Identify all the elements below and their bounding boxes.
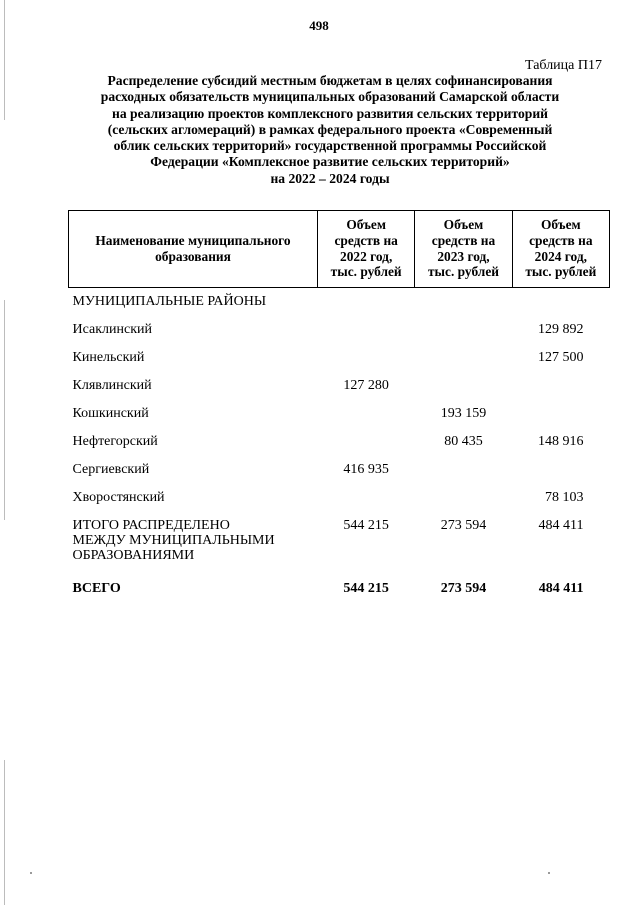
row-2024 [512, 372, 609, 400]
scan-edge-line [4, 760, 5, 905]
scan-edge-line [4, 300, 5, 520]
header-2024 [512, 211, 609, 288]
table-row [69, 456, 610, 484]
row-name: Кошкинский [72, 406, 149, 422]
scan-speck [30, 872, 32, 874]
row-2023: 193 159 [440, 406, 487, 422]
table-row [69, 428, 610, 456]
row-2022 [318, 344, 415, 372]
document-title [60, 73, 600, 187]
header-line: средств на [431, 232, 496, 248]
subtotal-name [69, 512, 318, 574]
header-municipality-name [69, 211, 318, 288]
row-2023 [415, 316, 512, 344]
row-2024: 129 892 [538, 322, 584, 338]
total-row [69, 574, 610, 604]
section-row [69, 288, 610, 317]
total-2023: 273 594 [440, 581, 487, 597]
total-name: ВСЕГО [72, 581, 121, 597]
subtotal-name-line: ОБРАЗОВАНИЯМИ [72, 548, 195, 564]
title-line: Федерации «Комплексное развитие сельских территорий» [150, 154, 510, 170]
title-line: расходных обязательств муниципальных образований Самарской области [100, 89, 560, 105]
row-2022 [318, 428, 415, 456]
table-row [69, 372, 610, 400]
header-line: Объем [443, 217, 484, 232]
subtotal-name-line: МЕЖДУ МУНИЦИПАЛЬНЫМИ [72, 533, 275, 549]
header-line: тыс. рублей [330, 264, 402, 280]
row-name: Исаклинский [72, 322, 152, 338]
row-2022 [318, 484, 415, 512]
header-line: образования [155, 248, 231, 264]
table-row [69, 484, 610, 512]
row-name: Хворостянский [72, 490, 165, 506]
row-2022: 416 935 [343, 462, 389, 478]
title-line: Распределение субсидий местным бюджетам в целях софинансирования [107, 73, 553, 88]
title-line: на реализацию проектов комплексного развития сельских территорий [112, 105, 548, 121]
total-2022: 544 215 [343, 581, 389, 597]
row-2024: 148 916 [538, 434, 584, 450]
table-row [69, 344, 610, 372]
row-2023 [415, 456, 512, 484]
section-title: МУНИЦИПАЛЬНЫЕ РАЙОНЫ [72, 294, 267, 310]
row-2022: 127 280 [343, 378, 389, 394]
subtotal-name-line: ИТОГО РАСПРЕДЕЛЕНО [72, 518, 230, 534]
table-row [69, 316, 610, 344]
row-2023 [415, 372, 512, 400]
row-2023 [415, 344, 512, 372]
header-line: Наименование муниципального [95, 232, 291, 248]
subtotal-2024: 484 411 [538, 518, 584, 534]
header-line: 2022 год, [340, 248, 393, 264]
row-name: Нефтегорский [72, 434, 158, 450]
table-row [69, 400, 610, 428]
row-name: Кинельский [72, 350, 145, 366]
total-2024: 484 411 [538, 581, 584, 597]
header-line: тыс. рублей [525, 264, 597, 280]
header-2022 [318, 211, 415, 288]
header-line: 2024 год, [534, 248, 587, 264]
row-2024: 127 500 [538, 350, 584, 366]
header-line: Объем [346, 217, 386, 232]
title-line: на 2022 – 2024 годы [270, 170, 390, 186]
header-line: Объем [541, 217, 581, 232]
subsidy-table [68, 210, 610, 604]
row-2022 [318, 400, 415, 428]
table-header-row [69, 211, 610, 288]
header-line: средств на [529, 232, 593, 248]
page-number: 498 [309, 18, 329, 33]
row-2024 [512, 400, 609, 428]
subtotal-2022: 544 215 [343, 518, 389, 534]
table-label: Таблица П17 [525, 58, 602, 73]
header-line: 2023 год, [437, 248, 490, 264]
row-2023 [415, 484, 512, 512]
row-2023: 80 435 [444, 434, 483, 450]
header-2023 [415, 211, 512, 288]
title-line: облик сельских территорий» государственной программы Российской [113, 138, 547, 154]
scan-speck [548, 872, 550, 874]
header-line: тыс. рублей [427, 264, 499, 280]
subtotal-2023: 273 594 [440, 518, 487, 534]
row-2022 [318, 316, 415, 344]
row-2024 [512, 456, 609, 484]
row-name: Клявлинский [72, 378, 152, 394]
title-line: (сельских агломераций) в рамках федерального проекта «Современный [107, 121, 553, 137]
header-line: средств на [334, 232, 398, 248]
row-2024: 78 103 [545, 490, 584, 506]
row-name: Сергиевский [72, 462, 150, 478]
subtotal-row [69, 512, 610, 574]
